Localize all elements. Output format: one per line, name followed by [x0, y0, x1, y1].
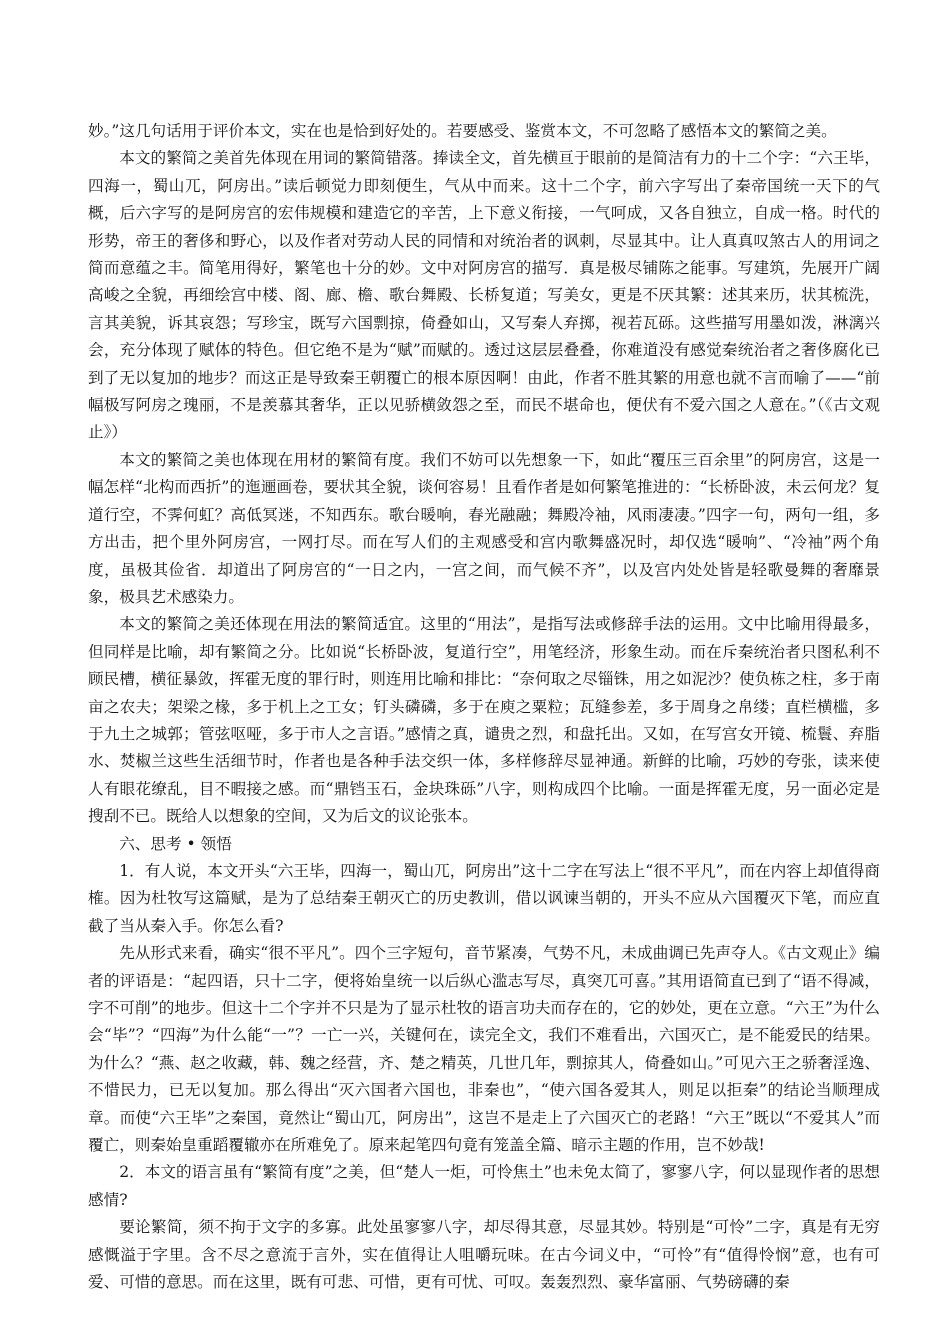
paragraph-rhetoric: 本文的繁简之美还体现在用法的繁简适宜。这里的“用法”，是指写法或修辞手法的运用。文中比喻用得最多，但同样是比喻，却有繁简之分。比如说“长桥卧波，复道行空”，用笔经济，形象生动。而在斥秦统治者只图私利不顾民槽，横征暴敛，挥霍无度的罪行时，则连用比喻和排比：“奈何取之尽锱铢，用之如泥沙？使负栋之柱，多于南亩之农夫；架梁之椽，多于机上之工女；钉头磷磷，多于在庾之粟粒；瓦缝参差，多于周身之帛缕；直栏横槛，多于九土之城郭；管弦呕哑，多于市人之言语。”感情之真，谴贵之烈，和盘托出。又如，在写宫女开镜、梳鬟、弃脂水、焚椒兰这些生活细节时，作者也是各种手法交织一体，多样修辞尽显神通。新鲜的比喻，巧妙的夸张，读来使人有眼花缭乱，目不暇接之感。而“鼎铛玉石，金块珠砾”八字，则构成四个比喻。一面是挥霍无度，另一面必定是搜刮不已。既给人以想象的空间，又为后文的议论张本。: [88, 615, 880, 826]
paragraph-word-choice: 本文的繁简之美首先体现在用词的繁简错落。捧读全文，首先横亘于眼前的是简洁有力的十二个字：“六王毕，四海一，蜀山兀，阿房出。”读后顿觉力即刻便生，气从中而来。这十二个字，前六字写出了秦帝国统一天下的气概，后六字写的是阿房宫的宏伟规模和建造它的辛苦，上下意义衔接，一气呵成，又各自独立，自成一格。时代的形势，帝王的奢侈和野心，以及作者对劳动人民的同情和对统治者的讽刺，尽显其中。让人真真叹煞古人的用词之简而意蕴之丰。简笔用得好，繁笔也十分的妙。文中对阿房宫的描写．真是极尽铺陈之能事。写建筑，先展开广阔高峻之全貌，再细绘宫中楼、阁、廊、檐、歌台舞殿、长桥复道；写美女，更是不厌其繁：述其来历，状其梳洗，言其美貌，诉其哀怨；写珍宝，既写六国剽掠，倚叠如山，又写秦人弃掷，视若瓦砾。这些描写用墨如泼，淋漓兴会，充分体现了赋体的特色。但它绝不是为“赋”而赋的。透过这层层叠叠，你难道没有感觉秦统治者之奢侈腐化已到了无以复加的地步？而这正是导致秦王朝覆亡的根本原因啊！由此，作者不胜其繁的用意也就不言而喻了——“前幅极写阿房之瑰丽，不是羡慕其奢华，正以见骄横敛怨之至，而民不堪命也，便伏有不爱六国之人意在。”（《古文观止》）: [88, 149, 880, 442]
paragraph-material: 本文的繁简之美也体现在用材的繁简有度。我们不妨可以先想象一下，如此“覆压三百余里”的阿房宫，这是一幅怎样“北构而西折”的迤逦画卷，要状其全貌，谈何容易！且看作者是如何繁笔推进的：“长桥卧波，未云何龙？复道行空，不霁何虹？高低冥迷，不知西东。歌台暖响，春光融融；舞殿冷袖，风雨凄凄。”四字一句，两句一组，多方出击，把个里外阿房宫，一网打尽。而在写人们的主观感受和宫内歌舞盛况时，却仅选“暖响”、“冷袖”两个角度，虽极其俭省．却道出了阿房宫的“一日之内，一宫之间，而气候不齐”，以及宫内处处皆是轻歌曼舞的奢靡景象，极具艺术感染力。: [88, 450, 880, 606]
question-2: 2．本文的语言虽有“繁简有度”之美，但“楚人一炬，可怜焦土”也未免太简了，寥寥八字，何以显现作者的思想感情?: [88, 1163, 880, 1209]
answer-2: 要论繁简，须不拘于文字的多寡。此处虽寥寥八字，却尽得其意，尽显其妙。特别是“可怜”二字，真是有无穷感慨溢于字里。含不尽之意流于言外，实在值得让人咀嚼玩味。在古今词义中，“可怜”有“值得怜悯”意，也有可爱、可惜的意思。而在这里，既有可悲、可惜，更有可忧、可叹。轰轰烈烈、豪华富丽、气势磅礴的秦: [88, 1218, 880, 1292]
section-heading-reflection: 六、思考 • 领悟: [119, 834, 232, 853]
document-page: [88, 118, 880, 1296]
question-1: 1．有人说，本文开头“六王毕，四海一，蜀山兀，阿房出”这十二字在写法上“很不平凡”，而在内容上却值得商榷。因为杜牧写这篇赋，是为了总结秦王朝灭亡的历史教训，借以讽谏当朝的，开头不应从六国覆灭下笔，而应直截了当从秦入手。你怎么看?: [88, 861, 880, 935]
answer-1: 先从形式来看，确实“很不平凡”。四个三字短句，音节紧凑，气势不凡，未成曲调已先声夺人。《古文观止》编者的评语是：“起四语，只十二字，便将始皇统一以后纵心滥志写尽，真突兀可喜。”其用语简直已到了“语不得减，字不可削”的地步。但这十二个字并不只是为了显示杜牧的语言功夫而存在的，它的妙处，更在立意。“六王”为什么会“毕”？“四海”为什么能“一”？一亡一兴，关键何在，读完全文，我们不难看出，六国灭亡，是不能爱民的结果。为什么？“燕、赵之收藏，韩、魏之经营，齐、楚之精英，几世几年，剽掠其人，倚叠如山。”可见六王之骄奢淫逸、不惜民力，已无以复加。那么得出“灭六国者六国也，非秦也”，“使六国各爱其人，则足以拒秦”的结论当顺理成章。而使“六王毕”之秦国，竟然让“蜀山兀，阿房出”，这岂不是走上了六国灭亡的老路！“六王”既以“不爱其人”而覆亡，则秦始皇重蹈覆辙亦在所难免了。原来起笔四句竟有笼盖全篇、暗示主题的作用，岂不妙哉!: [88, 944, 880, 1155]
paragraph-continuation: 妙。”这几句话用于评价本文，实在也是恰到好处的。若要感受、鉴赏本文，不可忽略了感悟本文的繁简之美。: [88, 122, 837, 140]
